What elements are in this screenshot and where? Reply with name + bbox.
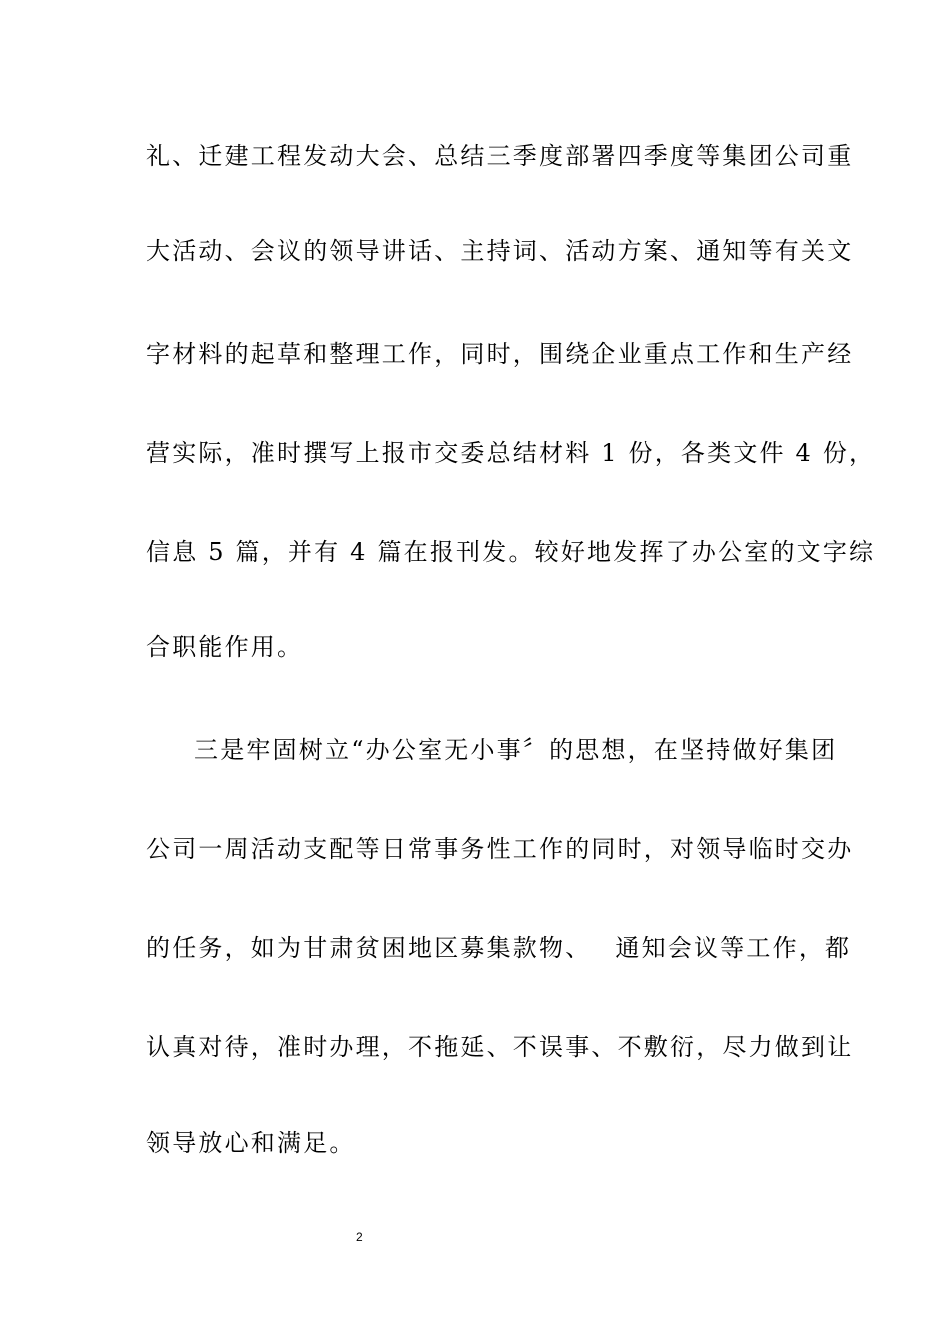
paragraph-1-line-3: 字材料的起草和整理工作，同时，围绕企业重点工作和生产经 [146,340,854,368]
paragraph-2-line-1: 三是牢固树立“办公室无小事〞的思想，在坚持做好集团 [194,736,838,764]
paragraph-1-line-6: 合职能作用。 [146,633,304,661]
paragraph-1-line-5: 信息 5 篇，并有 4 篇在报刊发。较好地发挥了办公室的文字综 [146,538,876,566]
page-number: 2 [356,1230,363,1244]
paragraph-2-line-4: 认真对待，准时办理，不拖延、不误事、不敷衍，尽力做到让 [146,1033,854,1061]
paragraph-1-line-4: 营实际，准时撰写上报市交委总结材料 1 份，各类文件 4 份， [146,439,876,467]
paragraph-2-line-3: 的任务，如为甘肃贫困地区募集款物、 通知会议等工作，都 [146,934,852,962]
paragraph-1-line-1: 礼、迁建工程发动大会、总结三季度部署四季度等集团公司重 [146,142,854,170]
paragraph-2-line-2: 公司一周活动支配等日常事务性工作的同时，对领导临时交办 [146,835,854,863]
paragraph-2-line-5: 领导放心和满足。 [146,1129,356,1157]
paragraph-1-line-2: 大活动、会议的领导讲话、主持词、活动方案、通知等有关文 [146,237,854,265]
